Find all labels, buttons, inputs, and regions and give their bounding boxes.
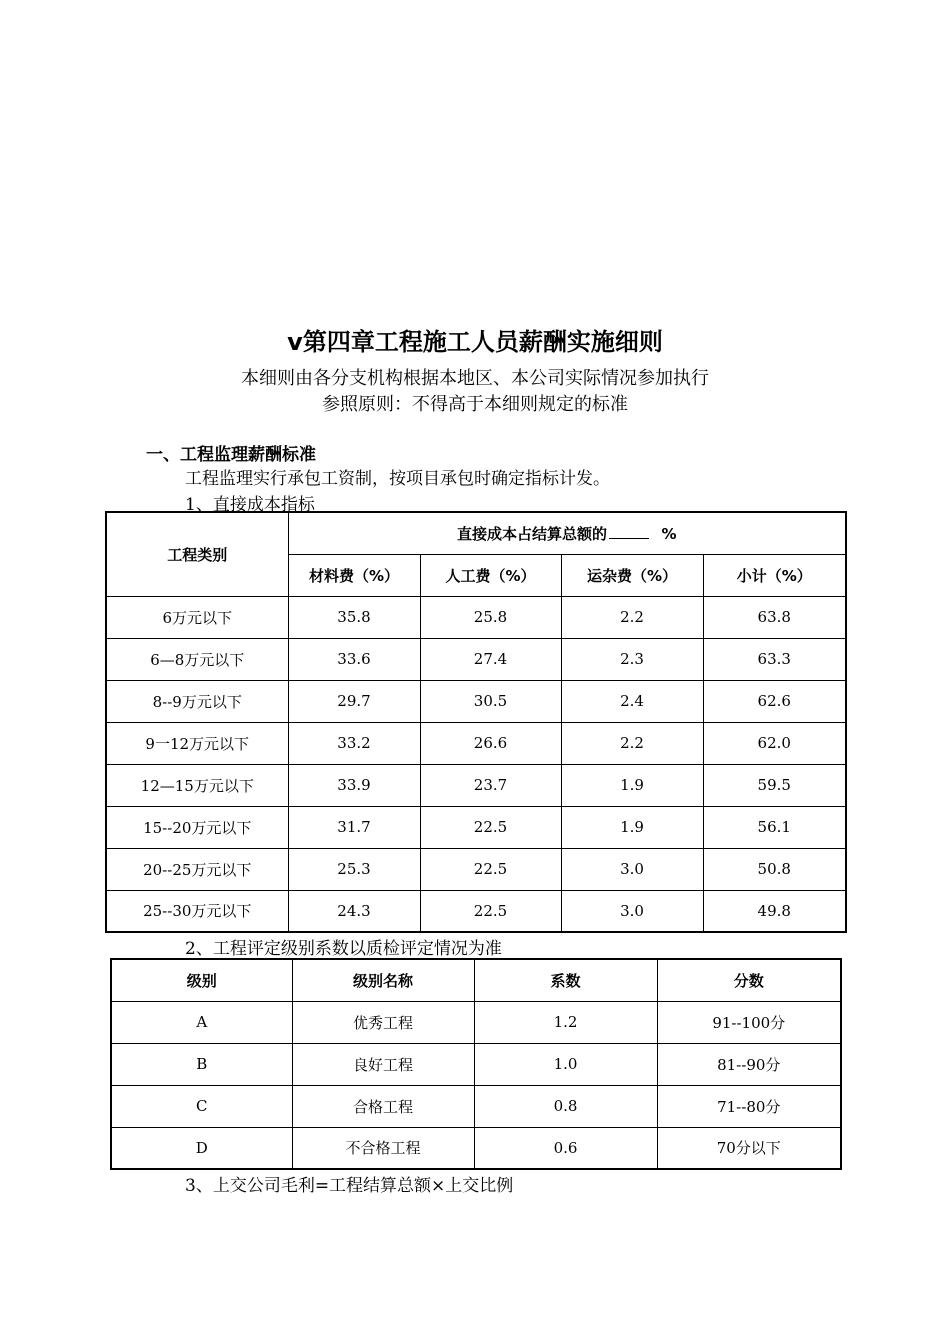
cell: 33.9 xyxy=(288,764,420,806)
header-score: 分数 xyxy=(657,959,841,1001)
header-grade: 级别 xyxy=(111,959,292,1001)
subtitle-principle: 参照原则：不得高于本细则规定的标准 xyxy=(322,394,628,415)
cell: 2.2 xyxy=(561,722,703,764)
cell: 1.9 xyxy=(561,764,703,806)
table-row xyxy=(106,722,846,764)
cell: 35.8 xyxy=(288,596,420,638)
subtitle-scope: 本细则由各分支机构根据本地区、本公司实际情况参加执行 xyxy=(241,368,709,389)
cell: 0.6 xyxy=(474,1127,657,1169)
cell: 15--20万元以下 xyxy=(106,806,288,848)
cell: B xyxy=(111,1043,292,1085)
cell: 33.2 xyxy=(288,722,420,764)
direct-cost-table xyxy=(105,511,847,933)
item-gross-profit-formula: 3、上交公司毛利=工程结算总额×上交比例 xyxy=(185,1176,514,1196)
cell: 22.5 xyxy=(420,806,561,848)
fill-in-blank xyxy=(609,524,649,539)
cell: 62.6 xyxy=(703,680,846,722)
cell: 良好工程 xyxy=(292,1043,474,1085)
header-grade-name: 级别名称 xyxy=(292,959,474,1001)
cell: 71--80分 xyxy=(657,1085,841,1127)
cell: D xyxy=(111,1127,292,1169)
header-material: 材料费（%） xyxy=(288,554,420,596)
cell: 1.9 xyxy=(561,806,703,848)
table-row xyxy=(111,1001,841,1043)
cell: 31.7 xyxy=(288,806,420,848)
cell: 6万元以下 xyxy=(106,596,288,638)
header-subtotal: 小计（%） xyxy=(703,554,846,596)
cell: 56.1 xyxy=(703,806,846,848)
table-header-row xyxy=(106,512,846,554)
cell: 70分以下 xyxy=(657,1127,841,1169)
table-row xyxy=(106,596,846,638)
cell: 50.8 xyxy=(703,848,846,890)
cell: 29.7 xyxy=(288,680,420,722)
item-grade-coefficient: 2、工程评定级别系数以质检评定情况为准 xyxy=(185,939,502,959)
table-row xyxy=(106,638,846,680)
cell: 1.0 xyxy=(474,1043,657,1085)
header-direct-cost-ratio xyxy=(288,512,846,554)
cell: 6—8万元以下 xyxy=(106,638,288,680)
cell: A xyxy=(111,1001,292,1043)
cell: 24.3 xyxy=(288,890,420,932)
cell: 2.3 xyxy=(561,638,703,680)
cell: 20--25万元以下 xyxy=(106,848,288,890)
cell: 81--90分 xyxy=(657,1043,841,1085)
cell: 不合格工程 xyxy=(292,1127,474,1169)
header-direct-cost-suffix: % xyxy=(661,524,677,543)
cell: 22.5 xyxy=(420,848,561,890)
cell: 63.3 xyxy=(703,638,846,680)
table-row xyxy=(106,806,846,848)
header-labor: 人工费（%） xyxy=(420,554,561,596)
cell: 63.8 xyxy=(703,596,846,638)
cell: 3.0 xyxy=(561,848,703,890)
cell: 22.5 xyxy=(420,890,561,932)
header-category: 工程类别 xyxy=(106,512,288,596)
cell: 8--9万元以下 xyxy=(106,680,288,722)
cell: 27.4 xyxy=(420,638,561,680)
paragraph-contract-wage: 工程监理实行承包工资制，按项目承包时确定指标计发。 xyxy=(185,469,610,489)
table-header-row xyxy=(111,959,841,1001)
cell: 2.4 xyxy=(561,680,703,722)
cell: 30.5 xyxy=(420,680,561,722)
cell: 0.8 xyxy=(474,1085,657,1127)
cell: 9一12万元以下 xyxy=(106,722,288,764)
cell: 合格工程 xyxy=(292,1085,474,1127)
cell: 33.6 xyxy=(288,638,420,680)
item-direct-cost-indicator: 1、直接成本指标 xyxy=(185,495,315,515)
cell: 23.7 xyxy=(420,764,561,806)
cell: 优秀工程 xyxy=(292,1001,474,1043)
table-row xyxy=(111,1085,841,1127)
header-coefficient: 系数 xyxy=(474,959,657,1001)
cell: 25--30万元以下 xyxy=(106,890,288,932)
table-row xyxy=(106,890,846,932)
table-row xyxy=(111,1043,841,1085)
header-direct-cost-prefix: 直接成本占结算总额的 xyxy=(457,524,608,543)
cell: 12—15万元以下 xyxy=(106,764,288,806)
cell: 25.8 xyxy=(420,596,561,638)
grade-coefficient-table xyxy=(110,958,842,1170)
table-row xyxy=(106,680,846,722)
cell: 25.3 xyxy=(288,848,420,890)
cell: 3.0 xyxy=(561,890,703,932)
section-heading-supervision-pay: 一、工程监理薪酬标准 xyxy=(146,445,316,465)
cell: 2.2 xyxy=(561,596,703,638)
table-row xyxy=(106,848,846,890)
cell: 62.0 xyxy=(703,722,846,764)
cell: 1.2 xyxy=(474,1001,657,1043)
cell: 91--100分 xyxy=(657,1001,841,1043)
cell: 59.5 xyxy=(703,764,846,806)
cell: C xyxy=(111,1085,292,1127)
table-row xyxy=(106,764,846,806)
cell: 49.8 xyxy=(703,890,846,932)
cell: 26.6 xyxy=(420,722,561,764)
table-row xyxy=(111,1127,841,1169)
header-transport: 运杂费（%） xyxy=(561,554,703,596)
page-title: v第四章工程施工人员薪酬实施细则 xyxy=(287,328,663,356)
